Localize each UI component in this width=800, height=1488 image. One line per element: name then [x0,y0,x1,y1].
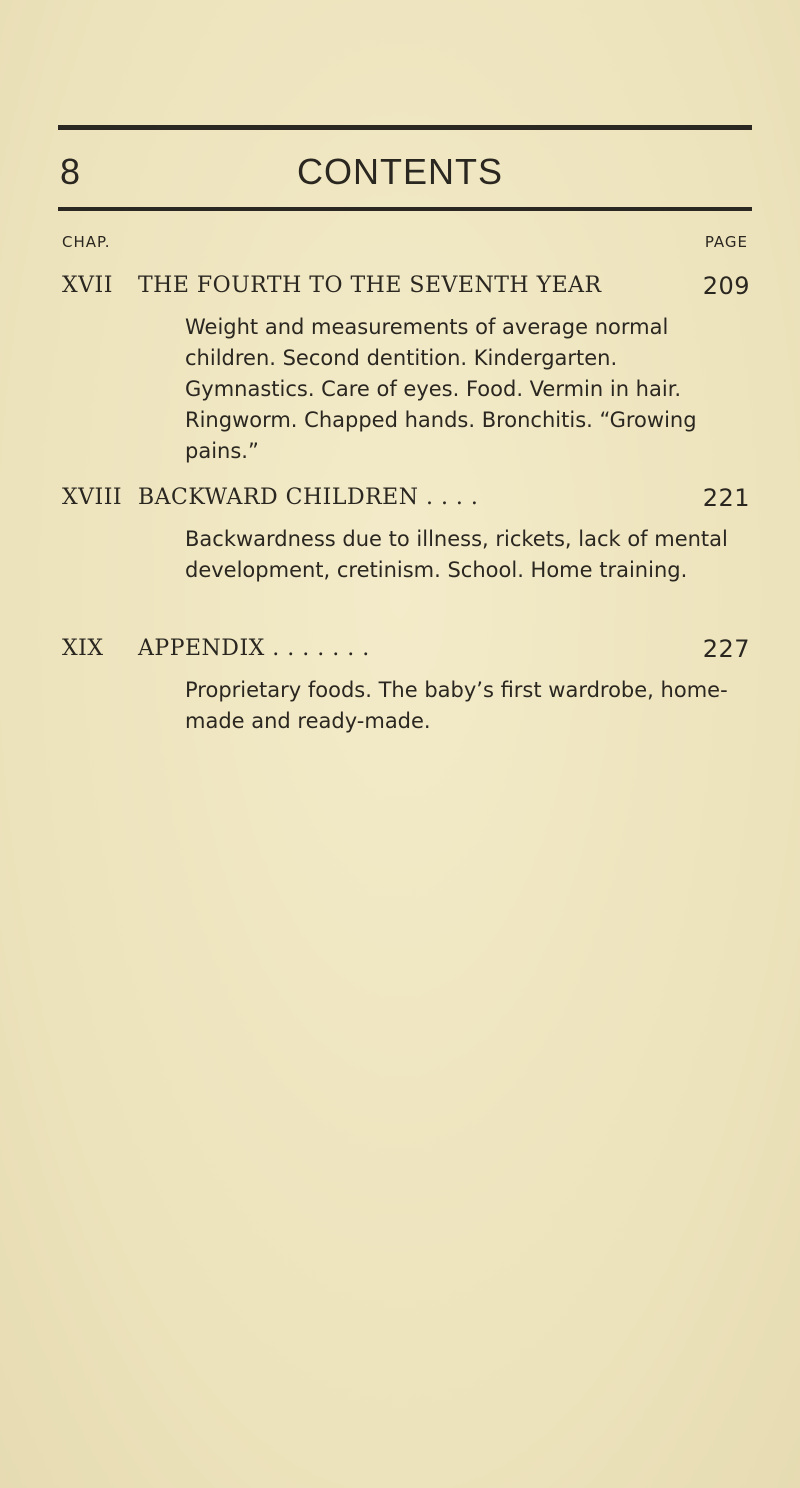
chapter-title: THE FOURTH TO THE SEVENTH YEAR [138,273,602,298]
toc-entry-heading [62,633,762,665]
header-rule-top [58,125,752,130]
chapter-summary: Weight and measurements of average normal children. Second dentition. Kindergarten. Gymnastics. Care of eyes. Food. Vermin in hair. Ringworm. Chapped hands. Bronchitis. “Growing pains.” [185,315,697,463]
toc-entry [62,270,762,467]
chapter-number: XVII [62,273,113,298]
toc-entry [62,482,762,586]
header-rule-bottom [58,207,752,211]
page-title: CONTENTS [297,151,503,192]
chapter-title: BACKWARD CHILDREN . . . . [138,485,479,510]
chapter-number: XVIII [62,485,123,510]
chapter-title: APPENDIX . . . . . . . [138,636,370,661]
chapter-summary: Proprietary foods. The baby’s first wardrobe, home-made and ready-made. [185,678,728,733]
toc-entry-heading [62,482,762,514]
toc-entry [62,633,762,737]
chapter-page: 221 [702,484,750,512]
chapter-page: 227 [702,635,750,663]
chapter-summary: Backwardness due to illness, rickets, lack of mental development, cretinism. School. Home training. [185,527,728,582]
chapter-number: XIX [62,636,104,661]
page-column-label: PAGE [704,233,748,251]
chapter-column-label: CHAP. [62,233,111,251]
chapter-page: 209 [702,272,750,300]
toc-entry-heading [62,270,762,302]
page-number: 8 [60,151,81,192]
